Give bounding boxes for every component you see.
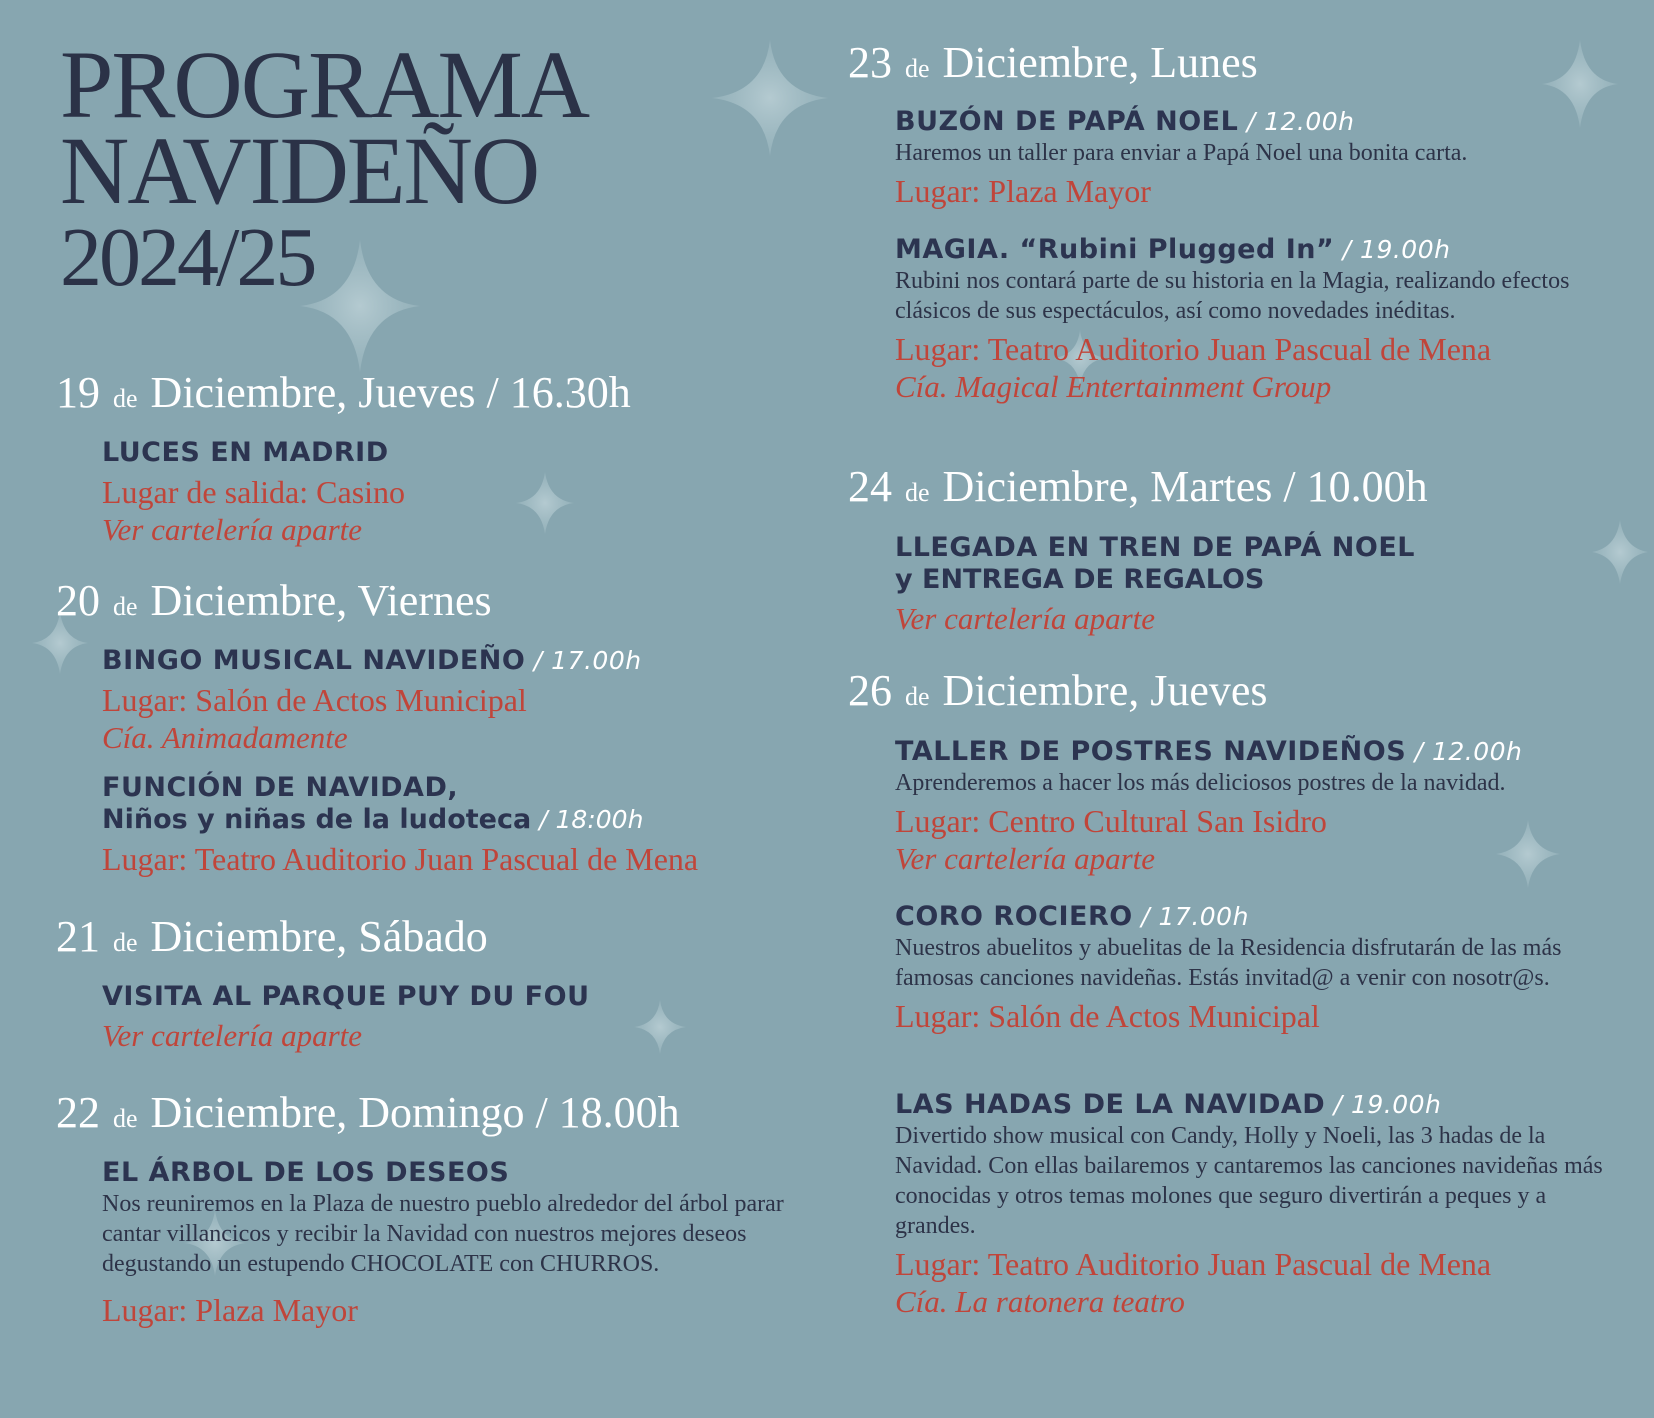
day-text: Diciembre, Jueves / 16.30h bbox=[150, 368, 631, 417]
event-title: LUCES EN MADRID bbox=[102, 437, 389, 468]
event-description: Nos reuniremos en la Plaza de nuestro pueblo alrededor del árbol parar cantar villancicos y recibir la Navidad con nuestros mejores deseos degustando un estupendo CHOCOLATE con CHURROS. bbox=[102, 1191, 784, 1277]
event-title bbox=[895, 1089, 1607, 1121]
day-de: de bbox=[113, 592, 138, 621]
event-title-text: TALLER DE POSTRES NAVIDEÑOS bbox=[895, 736, 1407, 767]
event-description: Haremos un taller para enviar a Papá Noel una bonita carta. bbox=[895, 140, 1468, 166]
title-line-1: PROGRAMA bbox=[60, 31, 589, 138]
event-coro bbox=[895, 901, 1595, 1035]
day-heading bbox=[56, 368, 631, 424]
event-time: / 12.00h bbox=[1238, 107, 1355, 136]
event-description: Divertido show musical con Candy, Holly y Noeli, las 3 hadas de la Navidad. Con ellas bailaremos y cantaremos las canciones navideñas más conocidas y otros temas molones que seguro divertirán a peques y a grandes. bbox=[895, 1123, 1603, 1239]
title-year: 2024/25 bbox=[60, 211, 315, 304]
event-location: Lugar: Plaza Mayor bbox=[102, 1292, 358, 1328]
day-heading bbox=[848, 462, 1428, 518]
page-title bbox=[60, 31, 589, 304]
event-location: Lugar: Teatro Auditorio Juan Pascual de Mena bbox=[895, 331, 1492, 367]
star-icon bbox=[1592, 520, 1648, 584]
event-description: Rubini nos contará parte de su historia en la Magia, realizando efectos clásicos de sus espectáculos, así como novedades inéditas. bbox=[895, 268, 1570, 324]
day-text: Diciembre, Lunes bbox=[942, 38, 1258, 87]
event-bingo bbox=[102, 645, 642, 757]
event-description: Aprenderemos a hacer los más deliciosos postres de la navidad. bbox=[895, 770, 1506, 796]
day-number: 24 bbox=[848, 462, 892, 511]
day-de: de bbox=[113, 928, 138, 957]
event-time: / 12.00h bbox=[1406, 737, 1523, 766]
day-de: de bbox=[905, 682, 930, 711]
event-company: Cía. La ratonera teatro bbox=[895, 1284, 1185, 1319]
day-text: Diciembre, Domingo / 18.00h bbox=[150, 1088, 680, 1137]
event-tren bbox=[895, 532, 1415, 638]
event-postres bbox=[895, 736, 1615, 878]
event-note: Ver cartelería aparte bbox=[895, 841, 1156, 876]
day-de: de bbox=[113, 1104, 138, 1133]
day-number: 26 bbox=[848, 666, 892, 715]
event-arbol bbox=[102, 1157, 802, 1329]
event-location: Lugar de salida: Casino bbox=[102, 474, 406, 510]
event-time: / 18:00h bbox=[531, 805, 644, 834]
day-number: 22 bbox=[56, 1088, 100, 1137]
event-buzon bbox=[895, 106, 1615, 210]
event-title: LLEGADA EN TREN DE PAPÁ NOEL bbox=[895, 532, 1415, 563]
day-heading bbox=[56, 576, 492, 632]
day-text: Diciembre, Martes / 10.00h bbox=[942, 462, 1428, 511]
event-note: Ver cartelería aparte bbox=[102, 512, 363, 547]
day-heading bbox=[848, 666, 1268, 722]
event-luces bbox=[102, 437, 405, 549]
event-title bbox=[895, 234, 1607, 266]
star-icon bbox=[712, 40, 828, 156]
event-title-text: MAGIA. “Rubini Plugged In” bbox=[895, 234, 1335, 265]
day-de: de bbox=[905, 54, 930, 83]
event-title: FUNCIÓN DE NAVIDAD, bbox=[102, 772, 459, 803]
event-title bbox=[895, 901, 1595, 933]
event-hadas bbox=[895, 1089, 1607, 1321]
day-de: de bbox=[113, 384, 138, 413]
day-text: Diciembre, Viernes bbox=[150, 576, 492, 625]
event-title bbox=[895, 106, 1615, 138]
day-number: 19 bbox=[56, 368, 100, 417]
event-company: Cía. Animadamente bbox=[102, 720, 348, 755]
event-title bbox=[895, 736, 1615, 768]
event-location: Lugar: Plaza Mayor bbox=[895, 173, 1151, 209]
day-de: de bbox=[905, 478, 930, 507]
event-title: VISITA AL PARQUE PUY DU FOU bbox=[102, 981, 590, 1012]
event-company: Cía. Magical Entertainment Group bbox=[895, 369, 1332, 404]
event-title bbox=[102, 645, 642, 677]
day-heading bbox=[56, 1088, 680, 1144]
event-location: Lugar: Salón de Actos Municipal bbox=[102, 682, 527, 718]
event-note: Ver cartelería aparte bbox=[895, 601, 1156, 636]
event-time: / 17.00h bbox=[525, 646, 642, 675]
event-title-text: CORO ROCIERO bbox=[895, 901, 1133, 932]
event-note: Ver cartelería aparte bbox=[102, 1018, 363, 1053]
day-number: 23 bbox=[848, 38, 892, 87]
event-time: / 19.00h bbox=[1325, 1090, 1442, 1119]
day-text: Diciembre, Sábado bbox=[150, 912, 488, 961]
event-time: / 17.00h bbox=[1132, 902, 1249, 931]
event-subtitle: y ENTREGA DE REGALOS bbox=[895, 564, 1265, 595]
event-title-text: LAS HADAS DE LA NAVIDAD bbox=[895, 1089, 1326, 1120]
day-number: 21 bbox=[56, 912, 100, 961]
day-heading bbox=[56, 912, 488, 968]
event-location: Lugar: Teatro Auditorio Juan Pascual de Mena bbox=[895, 1246, 1492, 1282]
event-title-text: BINGO MUSICAL NAVIDEÑO bbox=[102, 645, 526, 676]
event-funcion bbox=[102, 772, 698, 878]
day-heading bbox=[848, 38, 1258, 94]
event-title: EL ÁRBOL DE LOS DESEOS bbox=[102, 1157, 510, 1188]
event-location: Lugar: Centro Cultural San Isidro bbox=[895, 803, 1327, 839]
star-icon bbox=[634, 1000, 686, 1054]
event-subtitle bbox=[102, 804, 698, 836]
event-location: Lugar: Salón de Actos Municipal bbox=[895, 998, 1320, 1034]
event-time: / 19.00h bbox=[1334, 235, 1451, 264]
event-puy bbox=[102, 981, 590, 1055]
event-magia bbox=[895, 234, 1607, 406]
star-icon bbox=[516, 472, 574, 534]
day-text: Diciembre, Jueves bbox=[942, 666, 1268, 715]
event-title-text: BUZÓN DE PAPÁ NOEL bbox=[895, 106, 1239, 137]
title-line-2: NAVIDEÑO bbox=[60, 117, 539, 224]
event-description: Nuestros abuelitos y abuelitas de la Residencia disfrutarán de las más famosas canciones navideñas. Estás invitad@ a venir con nosotr@s. bbox=[895, 935, 1562, 991]
event-subtitle-text: Niños y niñas de la ludoteca bbox=[102, 804, 532, 835]
event-location: Lugar: Teatro Auditorio Juan Pascual de Mena bbox=[102, 841, 699, 877]
day-number: 20 bbox=[56, 576, 100, 625]
